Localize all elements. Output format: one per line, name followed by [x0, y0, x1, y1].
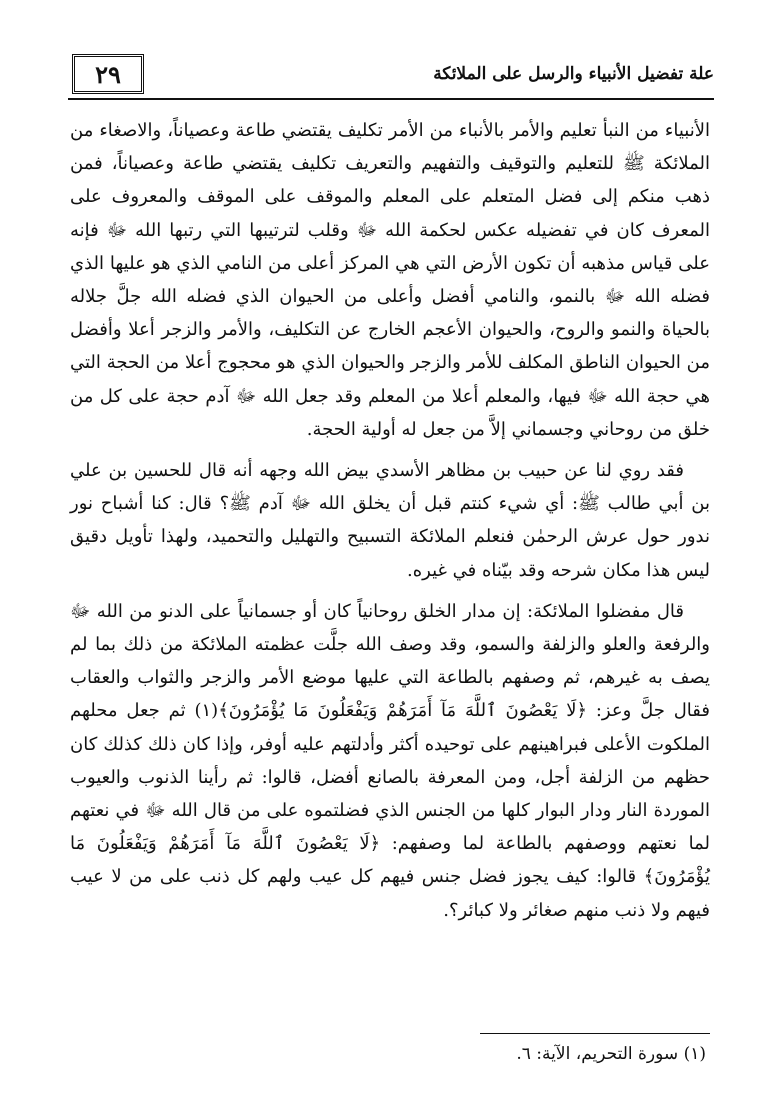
paragraph: قال مفضلوا الملائكة: إن مدار الخلق روحانياً كان أو جسمانياً على الدنو من الله ﷻ والرفعة والعلو والزلفة والسمو، وقد وصف الله جلَّت عظمته الملائكة من ذلك بما لم يصف به غيرهم، ثم وصفهم بالطاعة التي عليها موضع الأمر والزجر والثواب والعقاب فقال جلَّ وعز: ﴿لَا يَعْصُونَ ٱللَّهَ مَآ أَمَرَهُمْ وَيَفْعَلُونَ مَا يُؤْمَرُونَ﴾(١) ثم جعل محلهم الملكوت الأعلى فبراهينهم على توحيده أكثر وأدلتهم عليه أوفر، وإذا كان ذلك كذلك كان حظهم من الزلفة أجل، ومن المعرفة بالصانع أفضل، قالوا: ثم رأينا الذنوب والعيوب الموردة النار ودار البوار كلها من الجنس الذي فضلتموه على من قال الله ﷻ في نعتهم لما نعتهم ووصفهم بالطاعة لما وصفهم: ﴿لَا يَعْصُونَ ٱللَّهَ مَآ أَمَرَهُمْ وَيَفْعَلُونَ مَا يُؤْمَرُونَ﴾ قالوا: كيف يجوز فضل جنس فيهم كل عيب ولهم كل ذنب على من لا عيب فيهم ولا ذنب منهم صغائر ولا كبائر؟. [70, 600, 710, 921]
page-header [68, 52, 714, 100]
paragraph: فقد روي لنا عن حبيب بن مظاهر الأسدي بيض الله وجهه أنه قال للحسين بن علي بن أبي طالب ﷺ: أي شيء كنتم قبل أن يخلق الله ﷻ آدم ﷺ؟ قال: كنا أشباح نور ندور حول عرش الرحمٰن فنعلم الملائكة التسبيح والتهليل والتحميد، ولهذا تأويل دقيق ليس هذا مكان شرحه وقد بيّناه في غيره. [70, 460, 710, 581]
main-text [70, 114, 710, 927]
running-title: علة تفضيل الأنبياء والرسل على الملائكة [433, 64, 714, 84]
paragraph: الأنبياء من النبأ تعليم والأمر بالأنباء من الأمر تكليف يقتضي طاعة وعصياناً، والاصغاء من الملائكة ﷺ للتعليم والتوقيف والتفهيم والتعريف تكليف يقتضي طاعة وعصياناً، فمن ذهب منكم إلى فضل المتعلم على المعلم والموقف على الموقف والمعروف على المعرف كان في تفضيله عكس لحكمة الله ﷻ وقلب لترتيبها التي رتبها الله ﷻ فإنه على قياس مذهبه أن تكون الأرض التي هي المركز أعلى من النامي الذي هو عليها الذي فضله الله ﷻ بالنمو، والنامي أفضل وأعلى من الحيوان الذي فضله الله جلَّ جلاله بالحياة والنمو والروح، والحيوان الأعجم الخارج عن التكليف، والأمر والزجر أعلا وأفضل من الحيوان الناطق المكلف للأمر والزجر والحيوان الذي هو محجوج أعلا من الحجة التي هي حجة الله ﷻ فيها، والمعلم أعلا من المعلم وقد جعل الله ﷻ آدم حجة على كل من خلق من روحاني وجسماني إلاَّ من جعل له أولية الحجة. [70, 120, 710, 440]
footnote: (١) سورة التحريم، الآية: ٦. [516, 1044, 706, 1064]
footnote-divider [480, 1033, 710, 1034]
page-number: ٢٩ [72, 54, 144, 94]
